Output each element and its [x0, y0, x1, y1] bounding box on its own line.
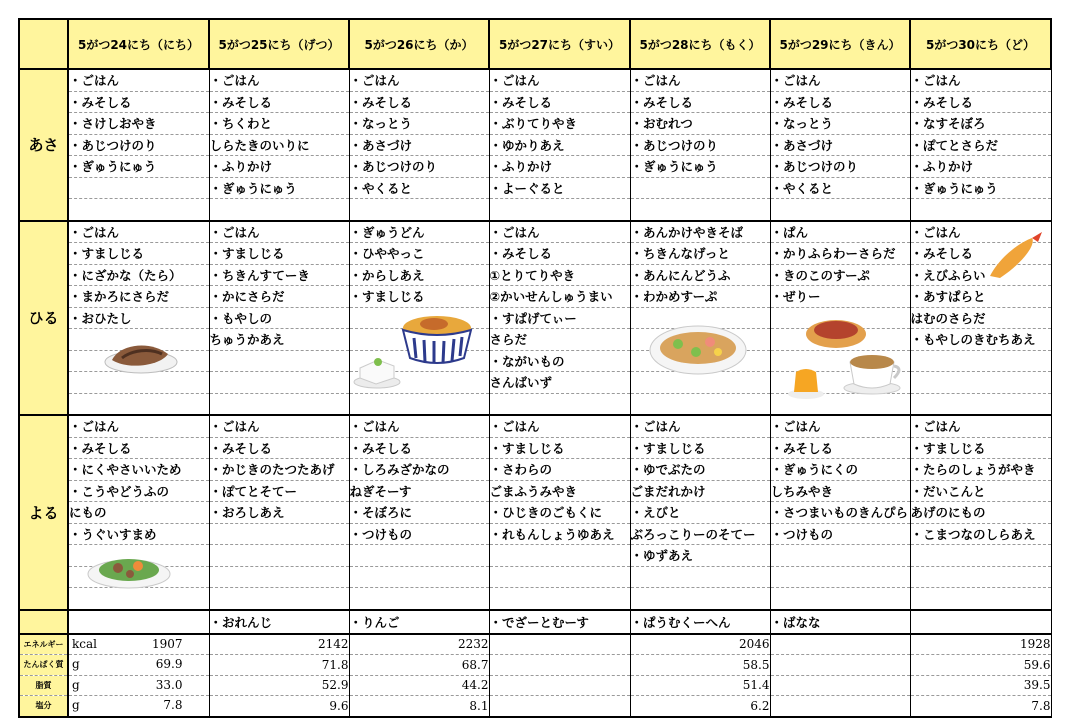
meal-row	[19, 264, 1051, 286]
menu-cell: ・わかめすーぷ	[630, 286, 770, 308]
dessert-cell	[910, 610, 1051, 634]
menu-cell: ねぎそーす	[349, 480, 489, 502]
menu-cell: ・さわらの	[489, 459, 630, 481]
day-header: 5がつ25にち（げつ）	[209, 19, 349, 69]
menu-cell: ・たらのしょうがやき	[910, 459, 1051, 481]
menu-cell	[349, 199, 489, 221]
menu-cell: ・こうやどうふの	[68, 480, 209, 502]
nutrition-value: 52.9	[209, 675, 349, 696]
stir-fry-plate-icon	[86, 546, 172, 590]
menu-cell	[209, 523, 349, 545]
menu-cell: ・ふりかけ	[209, 156, 349, 178]
menu-cell	[489, 566, 630, 588]
menu-cell: ・うぐいすまめ	[68, 523, 209, 545]
menu-cell: ・もやしのきむちあえ	[910, 329, 1051, 351]
nutrition-value-cell	[68, 655, 209, 676]
menu-cell: ・ごはん	[910, 69, 1051, 91]
menu-cell: ・やくると	[349, 177, 489, 199]
menu-cell: ぶろっこりーのそてー	[630, 523, 770, 545]
fried-shrimp-icon	[984, 232, 1044, 282]
menu-cell: ・つけもの	[349, 523, 489, 545]
menu-cell: さらだ	[489, 329, 630, 351]
day-header: 5がつ24にち（にち）	[68, 19, 209, 69]
meal-row	[19, 566, 1051, 588]
menu-cell	[770, 566, 910, 588]
menu-cell: ・あじつけのり	[349, 156, 489, 178]
menu-cell: ・ぎゅうどん	[349, 221, 489, 243]
menu-cell: ・あんにんどうふ	[630, 264, 770, 286]
meal-row	[19, 523, 1051, 545]
nutrition-value: 1928	[910, 634, 1051, 655]
menu-cell: ・おひたし	[68, 307, 209, 329]
menu-cell: ・ゆかりあえ	[489, 134, 630, 156]
menu-cell: ・ごはん	[489, 221, 630, 243]
menu-cell: ・えびと	[630, 502, 770, 524]
menu-cell	[349, 545, 489, 567]
menu-cell	[68, 199, 209, 221]
menu-cell: ・ぽてとさらだ	[910, 134, 1051, 156]
menu-cell: ・ふりかけ	[489, 156, 630, 178]
beef-bowl-icon	[398, 306, 476, 372]
nutrition-value	[770, 675, 910, 696]
nutrition-unit: g	[72, 698, 80, 712]
menu-cell: ・ぎゅうにくの	[770, 459, 910, 481]
menu-cell: ・すましじる	[209, 243, 349, 265]
header-row	[19, 19, 1051, 69]
menu-cell: ・あんかけやきそば	[630, 221, 770, 243]
dessert-cell: ・でざーとむーす	[489, 610, 630, 634]
menu-cell: ・すましじる	[489, 437, 630, 459]
menu-cell: ・みそしる	[910, 91, 1051, 113]
soup-cup-icon	[842, 348, 904, 396]
nutrition-value: 6.2	[630, 696, 770, 717]
day-header: 5がつ28にち（もく）	[630, 19, 770, 69]
menu-cell: しらたきのいりに	[209, 134, 349, 156]
nutrition-value	[770, 655, 910, 676]
menu-cell: ・ごはん	[489, 415, 630, 437]
meal-row	[19, 545, 1051, 567]
nutrition-value	[489, 696, 630, 717]
menu-cell: ・ぎゅうにゅう	[68, 156, 209, 178]
nutrition-value: 7.8	[163, 698, 183, 712]
meal-row	[19, 221, 1051, 243]
menu-cell: ・みそしる	[770, 437, 910, 459]
meal-row	[19, 134, 1051, 156]
menu-cell: ・ごはん	[910, 415, 1051, 437]
bread-icon	[804, 314, 868, 350]
nutrition-row	[19, 655, 1051, 676]
nutrition-value	[770, 634, 910, 655]
menu-cell: ・みそしる	[209, 91, 349, 113]
menu-cell	[349, 566, 489, 588]
menu-cell	[489, 393, 630, 415]
menu-cell: ・ひややっこ	[349, 243, 489, 265]
menu-cell: ・ごはん	[770, 415, 910, 437]
menu-cell	[209, 199, 349, 221]
nutrition-value: 44.2	[349, 675, 489, 696]
day-header: 5がつ30にち（ど）	[910, 19, 1051, 69]
menu-cell: ・かりふらわーさらだ	[770, 243, 910, 265]
menu-cell: ・なっとう	[770, 113, 910, 135]
menu-cell: ・ちきんすてーき	[209, 264, 349, 286]
menu-cell: ・ぶりてりやき	[489, 113, 630, 135]
meal-row	[19, 415, 1051, 437]
meal-label: よる	[19, 415, 68, 610]
menu-cell: ・みそしる	[349, 91, 489, 113]
nutrition-value: 71.8	[209, 655, 349, 676]
menu-cell	[910, 393, 1051, 415]
menu-cell: ・みそしる	[68, 437, 209, 459]
dessert-cell: ・おれんじ	[209, 610, 349, 634]
menu-cell: あげのにもの	[910, 502, 1051, 524]
menu-cell	[349, 393, 489, 415]
menu-cell: ・ぎゅうにゅう	[910, 177, 1051, 199]
menu-cell: ・ごはん	[68, 69, 209, 91]
nutrition-value: 39.5	[910, 675, 1051, 696]
grilled-fish-icon	[102, 332, 180, 376]
meal-row	[19, 243, 1051, 265]
menu-cell: ・ちきんなげっと	[630, 243, 770, 265]
menu-cell	[209, 566, 349, 588]
menu-cell: ・ごはん	[209, 69, 349, 91]
menu-cell: ・あじつけのり	[630, 134, 770, 156]
menu-cell: ごまふうみやき	[489, 480, 630, 502]
nutrition-value	[489, 634, 630, 655]
menu-cell: ②かいせんしゅうまい	[489, 286, 630, 308]
menu-cell: ・みそしる	[489, 91, 630, 113]
dessert-cell	[68, 610, 209, 634]
dessert-cell: ・ぱうむくーへん	[630, 610, 770, 634]
meal-row	[19, 588, 1051, 610]
nutrition-unit: g	[72, 657, 80, 671]
dessert-cell: ・ばなな	[770, 610, 910, 634]
menu-cell: ・ごはん	[209, 415, 349, 437]
menu-cell	[349, 588, 489, 610]
menu-cell: ・ゆずあえ	[630, 545, 770, 567]
menu-cell	[209, 350, 349, 372]
nutrition-row	[19, 675, 1051, 696]
menu-cell: ・みそしる	[349, 437, 489, 459]
meal-label: あさ	[19, 69, 68, 221]
nutrition-value	[489, 675, 630, 696]
menu-cell	[910, 566, 1051, 588]
tofu-icon	[352, 350, 402, 390]
nutrition-value	[489, 655, 630, 676]
nutrition-value-cell	[68, 634, 209, 655]
day-header: 5がつ29にち（きん）	[770, 19, 910, 69]
menu-cell: ・すぱげてぃー	[489, 307, 630, 329]
menu-cell	[209, 372, 349, 394]
menu-cell: ・きのこのすーぷ	[770, 264, 910, 286]
menu-cell: ・つけもの	[770, 523, 910, 545]
menu-cell: ・あじつけのり	[770, 156, 910, 178]
menu-cell: はむのさらだ	[910, 307, 1051, 329]
menu-cell	[630, 177, 770, 199]
menu-cell: ・もやしの	[209, 307, 349, 329]
menu-cell: ・あさづけ	[349, 134, 489, 156]
menu-cell: さんばいず	[489, 372, 630, 394]
menu-cell: ・やくると	[770, 177, 910, 199]
menu-cell	[489, 588, 630, 610]
nutrition-value: 2046	[630, 634, 770, 655]
menu-cell: ・ごはん	[630, 415, 770, 437]
menu-cell: ・あじつけのり	[68, 134, 209, 156]
nutrition-value: 59.6	[910, 655, 1051, 676]
menu-cell: ・おむれつ	[630, 113, 770, 135]
meal-row	[19, 69, 1051, 91]
menu-cell	[489, 545, 630, 567]
menu-cell: ・なっとう	[349, 113, 489, 135]
menu-cell: ・あすぱらと	[910, 286, 1051, 308]
menu-cell: ・あさづけ	[770, 134, 910, 156]
menu-cell	[68, 177, 209, 199]
nutrition-value: 9.6	[209, 696, 349, 717]
nutrition-value: 58.5	[630, 655, 770, 676]
menu-cell: ・ごはん	[68, 415, 209, 437]
menu-cell: ・だいこんと	[910, 480, 1051, 502]
menu-cell: ・よーぐると	[489, 177, 630, 199]
menu-cell	[630, 566, 770, 588]
nutrition-value: 7.8	[910, 696, 1051, 717]
day-header: 5がつ27にち（すい）	[489, 19, 630, 69]
menu-cell	[209, 588, 349, 610]
menu-cell: ・おろしあえ	[209, 502, 349, 524]
nutrition-label: エネルギー	[19, 634, 68, 655]
menu-cell: ・ごはん	[349, 69, 489, 91]
menu-cell: ・そぼろに	[349, 502, 489, 524]
menu-cell: ①とりてりやき	[489, 264, 630, 286]
nutrition-row	[19, 634, 1051, 655]
meal-label: ひる	[19, 221, 68, 416]
nutrition-unit: g	[72, 677, 80, 692]
menu-cell	[770, 588, 910, 610]
menu-cell	[910, 588, 1051, 610]
menu-cell: ・ぽてとそてー	[209, 480, 349, 502]
menu-cell	[630, 393, 770, 415]
menu-cell: ・ぱん	[770, 221, 910, 243]
header-corner	[19, 19, 68, 69]
dessert-row	[19, 610, 1051, 634]
meal-row	[19, 156, 1051, 178]
menu-cell	[910, 545, 1051, 567]
menu-cell: ・ごはん	[349, 415, 489, 437]
menu-cell: ・しろみざかなの	[349, 459, 489, 481]
menu-cell: ・みそしる	[209, 437, 349, 459]
menu-cell	[630, 588, 770, 610]
menu-cell	[209, 545, 349, 567]
menu-cell: ・ごはん	[770, 69, 910, 91]
menu-cell: ・ちくわと	[209, 113, 349, 135]
menu-cell	[630, 199, 770, 221]
meal-row	[19, 437, 1051, 459]
menu-cell: ・すましじる	[630, 437, 770, 459]
menu-cell	[68, 588, 209, 610]
menu-cell	[209, 393, 349, 415]
menu-cell: ・ながいもの	[489, 350, 630, 372]
menu-cell: ・みそしる	[68, 91, 209, 113]
menu-cell: ・こまつなのしらあえ	[910, 523, 1051, 545]
meal-row	[19, 286, 1051, 308]
meal-row	[19, 199, 1051, 221]
nutrition-value-cell	[68, 696, 209, 717]
nutrition-label: 塩分	[19, 696, 68, 717]
meal-row	[19, 91, 1051, 113]
meal-row	[19, 502, 1051, 524]
menu-cell	[489, 199, 630, 221]
menu-cell: ・ふりかけ	[910, 156, 1051, 178]
yakisoba-plate-icon	[648, 318, 748, 378]
nutrition-value: 2142	[209, 634, 349, 655]
meal-row	[19, 480, 1051, 502]
nutrition-value-cell	[68, 675, 209, 696]
menu-cell: ・ごはん	[630, 69, 770, 91]
menu-cell: ・ゆでぶたの	[630, 459, 770, 481]
menu-cell: ・かにさらだ	[209, 286, 349, 308]
menu-cell	[770, 545, 910, 567]
menu-cell: ・ごはん	[910, 221, 1051, 243]
menu-cell: ・にくやさいいため	[68, 459, 209, 481]
menu-cell: ・ごはん	[489, 69, 630, 91]
menu-cell: ・ごはん	[209, 221, 349, 243]
menu-cell: ・ぎゅうにゅう	[630, 156, 770, 178]
nutrition-row	[19, 696, 1051, 717]
meal-row	[19, 393, 1051, 415]
menu-cell: ごまだれかけ	[630, 480, 770, 502]
nutrition-unit: kcal	[72, 636, 97, 651]
menu-cell: ちゅうかあえ	[209, 329, 349, 351]
menu-cell: ・にざかな（たら）	[68, 264, 209, 286]
nutrition-value: 33.0	[155, 677, 183, 692]
menu-cell: ・ぜりー	[770, 286, 910, 308]
nutrition-value: 51.4	[630, 675, 770, 696]
nutrition-value: 69.9	[155, 657, 183, 671]
nutrition-label: たんぱく質	[19, 655, 68, 676]
menu-cell: ・すましじる	[349, 286, 489, 308]
menu-cell: ・ぎゅうにゅう	[209, 177, 349, 199]
nutrition-value: 68.7	[349, 655, 489, 676]
meal-row	[19, 307, 1051, 329]
menu-cell: ・さけしおやき	[68, 113, 209, 135]
menu-cell: ・かじきのたつたあげ	[209, 459, 349, 481]
menu-cell: ・れもんしょうゆあえ	[489, 523, 630, 545]
nutrition-value: 8.1	[349, 696, 489, 717]
jelly-icon	[786, 362, 826, 400]
nutrition-label: 脂質	[19, 675, 68, 696]
menu-cell: ・ごはん	[68, 221, 209, 243]
meal-row	[19, 177, 1051, 199]
menu-cell	[68, 393, 209, 415]
menu-cell: ・すましじる	[910, 437, 1051, 459]
menu-cell: ・ひじきのごもくに	[489, 502, 630, 524]
menu-cell: ・さつまいものきんぴら	[770, 502, 910, 524]
menu-cell: ・なすそぼろ	[910, 113, 1051, 135]
nutrition-value: 2232	[349, 634, 489, 655]
menu-cell: ・まかろにさらだ	[68, 286, 209, 308]
menu-cell: ・みそしる	[630, 91, 770, 113]
nutrition-value: 1907	[151, 636, 183, 651]
menu-cell	[770, 199, 910, 221]
menu-cell: ・からしあえ	[349, 264, 489, 286]
meal-row	[19, 113, 1051, 135]
menu-cell: にもの	[68, 502, 209, 524]
menu-cell: ・みそしる	[489, 243, 630, 265]
menu-cell	[910, 372, 1051, 394]
dessert-cell: ・りんご	[349, 610, 489, 634]
menu-cell: ・みそしる	[770, 91, 910, 113]
menu-cell: ・みそしる	[910, 243, 1051, 265]
menu-cell: ・すましじる	[68, 243, 209, 265]
meal-row	[19, 459, 1051, 481]
menu-cell: しちみやき	[770, 480, 910, 502]
dessert-label	[19, 610, 68, 634]
menu-cell	[910, 350, 1051, 372]
menu-cell	[910, 199, 1051, 221]
nutrition-value	[770, 696, 910, 717]
day-header: 5がつ26にち（か）	[349, 19, 489, 69]
menu-cell: ・えびふらい	[910, 264, 1051, 286]
